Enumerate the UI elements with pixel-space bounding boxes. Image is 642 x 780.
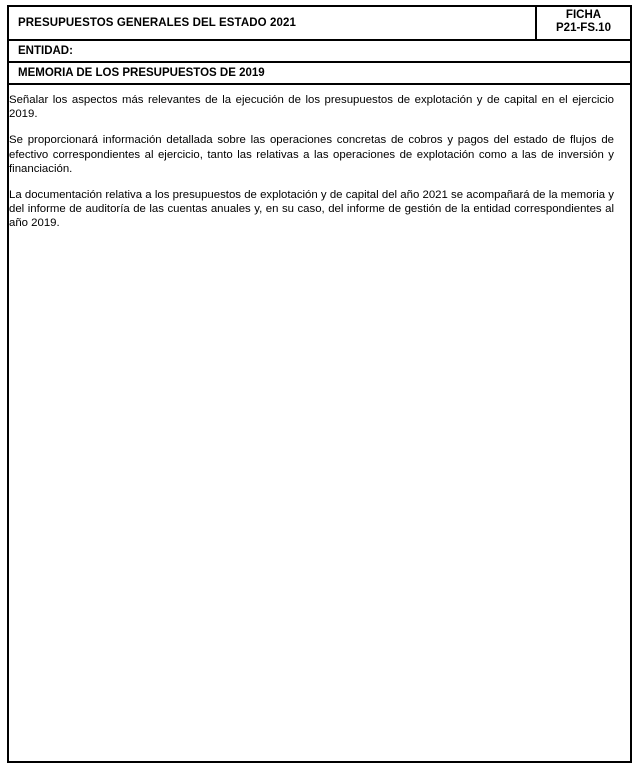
paragraph: Se proporcionará información detallada sobre las operaciones concretas de cobros y pagos del estado de flujos de efectivo correspondientes al ejercicio, tanto las relativas a las operaciones de explotación como a las de inversión y financiación.: [9, 134, 614, 175]
section-row: [9, 63, 630, 85]
ficha-label: FICHA: [565, 9, 602, 21]
section-title: MEMORIA DE LOS PRESUPUESTOS DE 2019: [18, 67, 265, 79]
document-title: PRESUPUESTOS GENERALES DEL ESTADO 2021: [18, 17, 296, 29]
header-row: [9, 7, 630, 41]
entity-row: [9, 41, 630, 63]
entity-label: ENTIDAD:: [18, 45, 73, 57]
paragraph: Señalar los aspectos más relevantes de la ejecución de los presupuestos de explotación y de capital en el ejercicio 2019.: [9, 94, 614, 121]
paragraph: La documentación relativa a los presupuestos de explotación y de capital del año 2021 se acompañará de la memoria y del informe de auditoría de las cuentas anuales y, en su caso, del informe de gestión de la entidad correspondientes al año 2019.: [9, 189, 614, 230]
memory-body: [9, 93, 614, 243]
ficha-code: P21-FS.10: [556, 22, 611, 34]
ficha-box: [535, 7, 630, 39]
